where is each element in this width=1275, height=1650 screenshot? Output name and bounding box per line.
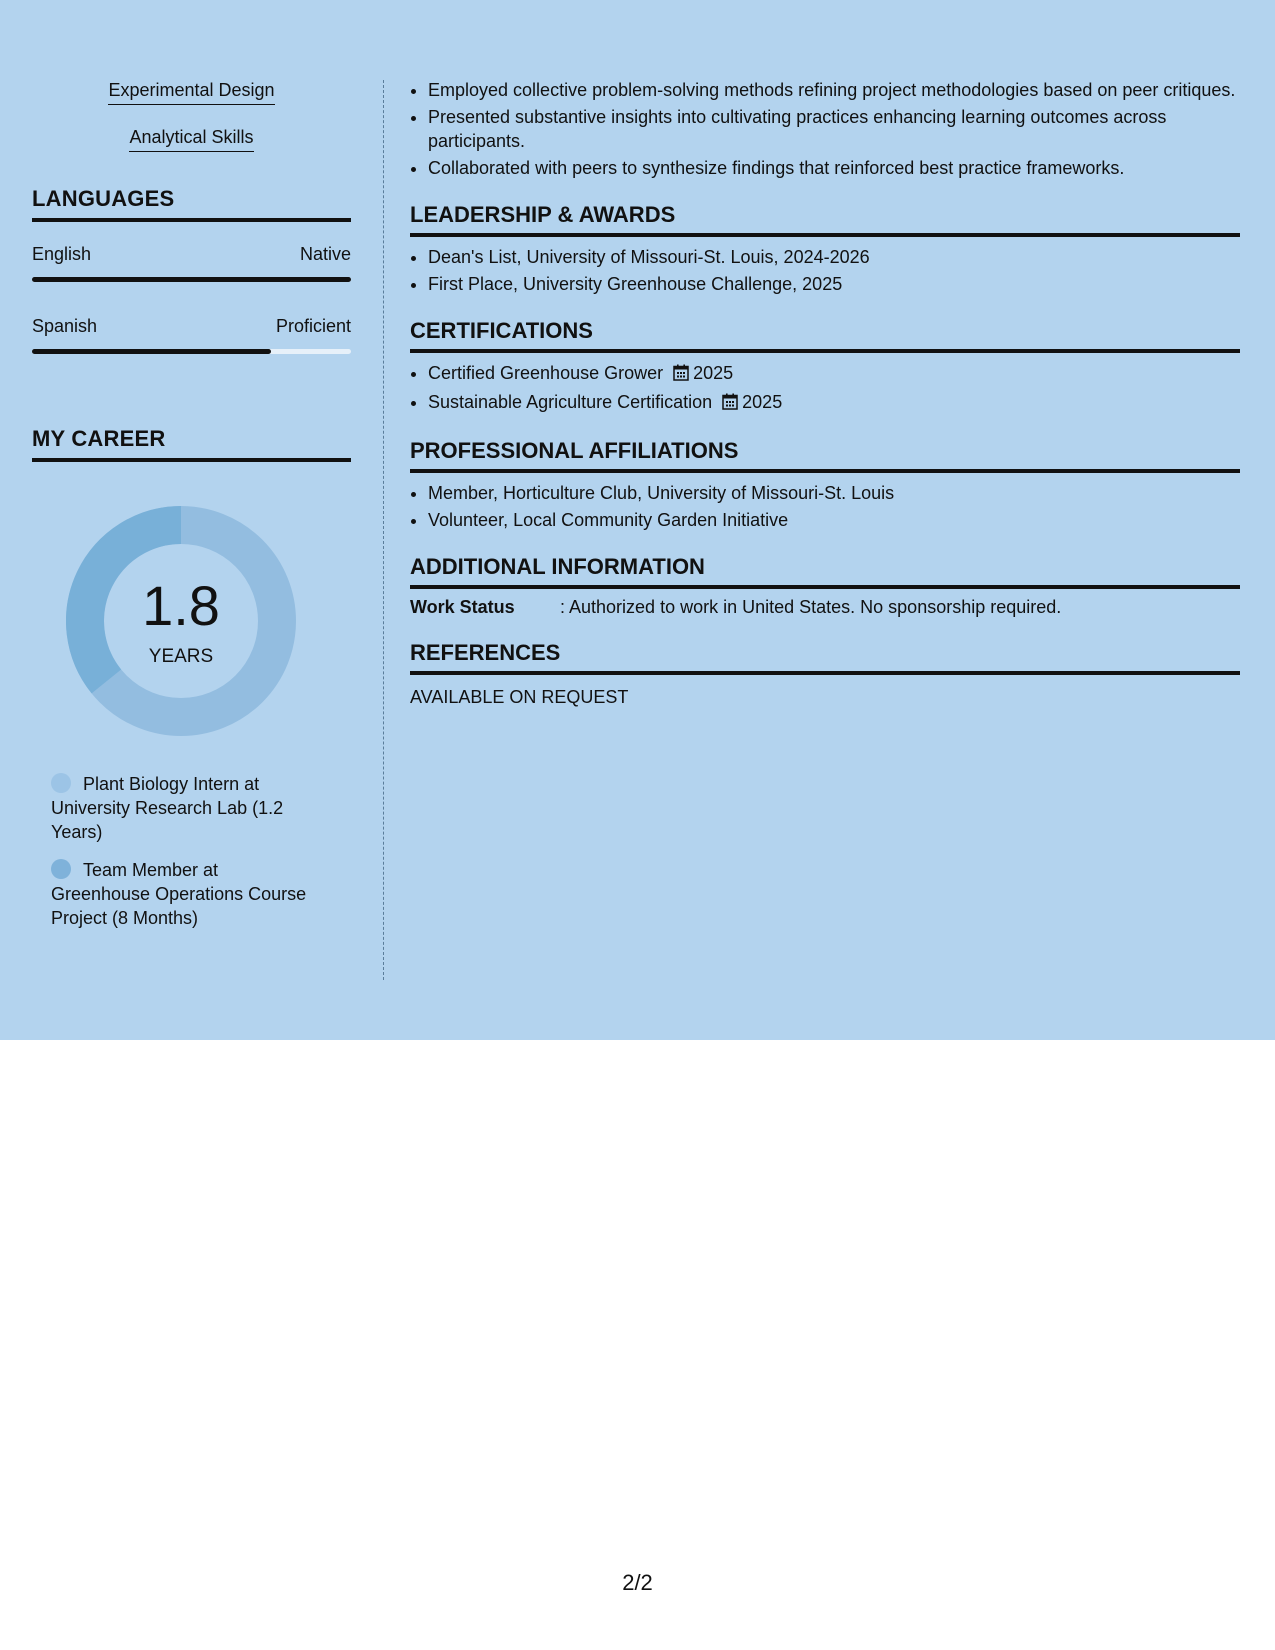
leadership-heading: LEADERSHIP & AWARDS	[410, 202, 1240, 237]
language-name: English	[32, 244, 92, 264]
career-years-unit: YEARS	[148, 646, 214, 667]
language-spanish	[32, 316, 351, 354]
affiliations-heading: PROFESSIONAL AFFILIATIONS	[410, 438, 1240, 473]
skill-item: Experimental Design	[108, 80, 274, 105]
legend-item	[51, 858, 321, 930]
additional-info-heading: ADDITIONAL INFORMATION	[410, 554, 1240, 589]
work-status-label: Work Status	[410, 597, 515, 617]
affiliation-item: • Member, Horticulture Club, University of Missouri-St. Louis	[428, 481, 1240, 505]
language-level: Native	[299, 244, 351, 264]
award-item: • Dean's List, University of Missouri-St. Louis, 2024-2026	[428, 245, 1240, 269]
language-bar-fill	[32, 349, 271, 354]
skills-list	[32, 80, 351, 152]
legend-label: Plant Biology Intern at University Research Lab (1.2 Years)	[51, 774, 284, 842]
career-heading: MY CAREER	[32, 426, 351, 462]
work-status-value: : Authorized to work in United States. No sponsorship required.	[560, 597, 1062, 617]
legend-item	[51, 772, 321, 844]
calendar-icon	[673, 363, 689, 387]
experience-bullets	[410, 78, 1240, 180]
career-legend	[51, 772, 321, 930]
legend-dot	[51, 859, 71, 879]
languages-heading: LANGUAGES	[32, 186, 351, 222]
references-text: AVAILABLE ON REQUEST	[410, 687, 629, 707]
bullet-item: • Collaborated with peers to synthesize findings that reinforced best practice frameworks.	[428, 156, 1240, 180]
language-level: Proficient	[275, 316, 351, 336]
skill-item: Analytical Skills	[129, 127, 253, 152]
bullet-item: • Employed collective problem-solving methods refining project methodologies based on peer critiques.	[428, 78, 1240, 102]
award-item: • First Place, University Greenhouse Challenge, 2025	[428, 272, 1240, 296]
certification-year: 2025	[693, 363, 734, 383]
page-number: 2/2	[622, 1570, 653, 1595]
career-donut-chart	[66, 506, 296, 736]
affiliation-item: • Volunteer, Local Community Garden Initiative	[428, 508, 1240, 532]
language-bar	[32, 277, 351, 282]
column-divider	[383, 80, 384, 980]
legend-dot	[51, 773, 71, 793]
language-bar	[32, 349, 351, 354]
language-bar-fill	[32, 277, 351, 282]
additional-info-section	[410, 554, 1240, 618]
calendar-icon	[722, 392, 738, 416]
career-total-years: 1.8	[142, 574, 220, 637]
language-name: Spanish	[32, 316, 98, 336]
leadership-section	[410, 202, 1240, 296]
certification-item	[428, 361, 1240, 387]
certification-item	[428, 390, 1240, 416]
certification-year: 2025	[742, 392, 783, 412]
certifications-heading: CERTIFICATIONS	[410, 318, 1240, 353]
certification-name: Sustainable Agriculture Certification	[428, 392, 713, 412]
left-column	[32, 80, 351, 944]
legend-label: Team Member at Greenhouse Operations Course Project (8 Months)	[51, 860, 307, 928]
affiliations-section	[410, 438, 1240, 532]
bullet-item: • Presented substantive insights into cultivating practices enhancing learning outcomes across participants.	[428, 105, 1240, 153]
right-column	[410, 78, 1240, 708]
references-heading: REFERENCES	[410, 640, 1240, 675]
language-english	[32, 244, 351, 282]
references-section	[410, 640, 1240, 708]
certifications-section	[410, 318, 1240, 416]
certification-name: Certified Greenhouse Grower	[428, 363, 664, 383]
